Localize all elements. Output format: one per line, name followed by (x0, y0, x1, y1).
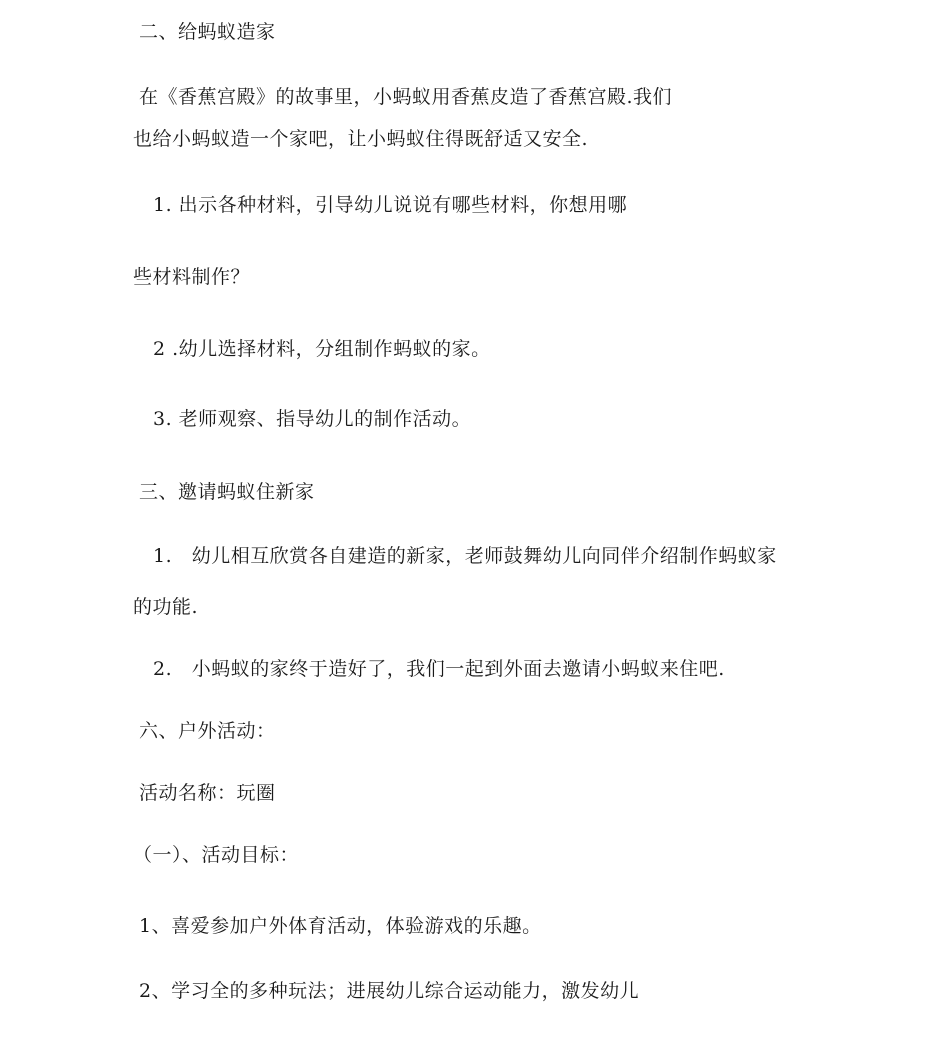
step-2: 2 .幼儿选择材料，分组制作蚂蚁的家。 (153, 338, 491, 360)
goal-2: 2、学习全的多种玩法；进展幼儿综合运动能力，激发幼儿 (139, 980, 640, 1002)
step-3: 3. 老师观察、指导幼儿的制作活动。 (153, 408, 472, 430)
section-heading-build-home: 二、给蚂蚁造家 (139, 21, 276, 43)
activity-name: 活动名称：玩圈 (139, 782, 276, 804)
goal-1: 1、喜爱参加户外体育活动，体验游戏的乐趣。 (139, 915, 542, 937)
invite-step-1-line-2: 的功能. (133, 596, 199, 618)
invite-step-1-line-1: 1. 幼儿相互欣赏各自建造的新家，老师鼓舞幼儿向同伴介绍制作蚂蚁家 (153, 545, 777, 567)
section-heading-invite-ants: 三、邀请蚂蚁住新家 (139, 481, 315, 503)
invite-step-2: 2. 小蚂蚁的家终于造好了，我们一起到外面去邀请小蚂蚁来住吧. (153, 658, 725, 680)
step-1-line-2: 些材料制作？ (133, 266, 251, 288)
paragraph-intro-line-2: 也给小蚂蚁造一个家吧，让小蚂蚁住得既舒适又安全. (133, 128, 589, 150)
paragraph-intro-line-1: 在《香蕉宫殿》的故事里，小蚂蚁用香蕉皮造了香蕉宫殿.我们 (139, 86, 673, 108)
goals-heading: （一）、活动目标： (133, 844, 300, 866)
section-heading-outdoor-activity: 六、户外活动： (139, 720, 276, 742)
step-1-line-1: 1. 出示各种材料，引导幼儿说说有哪些材料，你想用哪 (153, 194, 628, 216)
